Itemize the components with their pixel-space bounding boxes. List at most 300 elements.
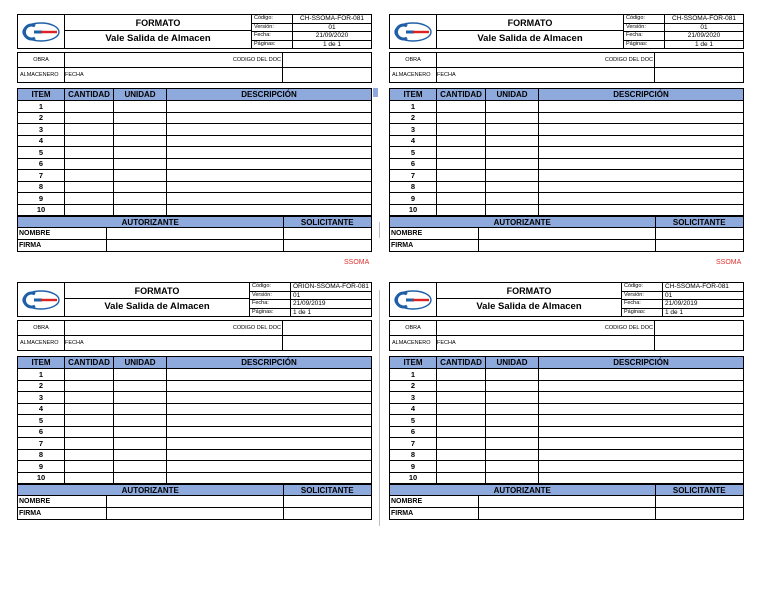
item-number: 9 [390,193,437,205]
codigo-doc-field[interactable] [283,321,372,336]
descripcion-cell[interactable] [539,449,744,461]
table-row [18,438,372,450]
table-row [390,426,744,438]
cantidad-cell[interactable] [65,147,114,159]
code-value: CH-SSOMA-FOR-081 [663,283,744,292]
unidad-cell[interactable] [486,438,539,450]
logo-cell [390,283,437,317]
table-row [18,461,372,473]
table-row [390,438,744,450]
firma-autorizante-field[interactable] [478,508,655,520]
table-row [18,449,372,461]
vertical-divider [379,290,380,526]
version-value: 01 [293,23,372,32]
nombre-solicitante-field[interactable] [655,496,744,508]
unidad-cell[interactable] [114,380,167,392]
col-cantidad-header: CANTIDAD [437,89,486,101]
cantidad-cell[interactable] [437,415,486,427]
col-descripcion-header: DESCRIPCIÓN [167,357,372,369]
almacenero-label: ALMACENERO [18,68,65,83]
codigo-doc-label: CODIGO DEL DOC [65,53,283,68]
fill-marker [373,88,378,97]
unidad-cell[interactable] [486,380,539,392]
unidad-cell[interactable] [114,124,167,136]
cantidad-cell[interactable] [437,193,486,205]
nombre-autorizante-field[interactable] [478,496,655,508]
item-number: 5 [18,415,65,427]
item-number: 1 [18,369,65,381]
firma-solicitante-field[interactable] [655,240,744,252]
version-value: 01 [663,291,744,300]
nombre-solicitante-field[interactable] [655,228,744,240]
autorizante-header: AUTORIZANTE [390,217,656,228]
unidad-cell[interactable] [114,101,167,113]
unidad-cell[interactable] [114,170,167,182]
descripcion-cell[interactable] [167,147,372,159]
item-number: 2 [390,380,437,392]
item-number: 8 [390,449,437,461]
cantidad-cell[interactable] [65,135,114,147]
version-label: Versión: [250,291,291,300]
unidad-cell[interactable] [486,112,539,124]
vale-salida-form-3 [17,282,372,520]
item-number: 7 [18,170,65,182]
item-number: 10 [18,204,65,216]
descripcion-cell[interactable] [167,392,372,404]
code-value: CH-SSOMA-FOR-081 [665,15,744,24]
logo-cell [18,283,65,317]
nombre-solicitante-field[interactable] [283,228,372,240]
descripcion-cell[interactable] [539,380,744,392]
cantidad-cell[interactable] [65,193,114,205]
table-row [390,101,744,113]
unidad-cell[interactable] [486,415,539,427]
company-logo-icon [393,289,433,311]
col-cantidad-header: CANTIDAD [437,357,486,369]
obra-label: OBRA [390,53,437,68]
cantidad-cell[interactable] [65,101,114,113]
cantidad-cell[interactable] [437,170,486,182]
col-item-header: ITEM [18,357,65,369]
version-value: 01 [291,291,372,300]
item-number: 7 [390,170,437,182]
descripcion-cell[interactable] [539,112,744,124]
cantidad-cell[interactable] [65,472,114,484]
unidad-cell[interactable] [486,135,539,147]
table-row [390,449,744,461]
descripcion-cell[interactable] [539,193,744,205]
firma-autorizante-field[interactable] [478,240,655,252]
table-row [390,415,744,427]
item-number: 4 [18,403,65,415]
col-item-header: ITEM [390,357,437,369]
document-title: Vale Salida de Almacen [105,32,211,44]
descripcion-cell[interactable] [167,472,372,484]
nombre-solicitante-field[interactable] [283,496,372,508]
descripcion-cell[interactable] [167,449,372,461]
codigo-doc-label: CODIGO DEL DOC [65,321,283,336]
cantidad-cell[interactable] [65,426,114,438]
descripcion-cell[interactable] [539,204,744,216]
cantidad-cell[interactable] [437,135,486,147]
version-label: Versión: [624,23,665,32]
table-row [390,181,744,193]
col-unidad-header: UNIDAD [486,89,539,101]
codigo-doc-field[interactable] [655,321,744,336]
form-heading: FORMATO [65,17,251,31]
cantidad-cell[interactable] [65,112,114,124]
cantidad-cell[interactable] [65,124,114,136]
item-number: 6 [18,158,65,170]
pages-label: Páginas: [622,308,663,317]
fecha-field[interactable] [655,336,744,351]
ssoma-label: SSOMA [344,259,370,266]
fecha-field[interactable] [283,336,372,351]
item-number: 1 [390,101,437,113]
unidad-cell[interactable] [114,147,167,159]
cantidad-cell[interactable] [65,170,114,182]
code-label: Código: [252,15,293,24]
descripcion-cell[interactable] [167,204,372,216]
descripcion-cell[interactable] [539,170,744,182]
unidad-cell[interactable] [114,193,167,205]
table-row [18,426,372,438]
descripcion-cell[interactable] [167,170,372,182]
cantidad-cell[interactable] [65,415,114,427]
title-cell [437,15,624,49]
item-number: 1 [18,101,65,113]
vale-salida-form-2 [389,14,744,252]
company-logo-icon [393,21,433,43]
unidad-cell[interactable] [486,147,539,159]
code-label: Código: [624,15,665,24]
col-cantidad-header: CANTIDAD [65,89,114,101]
item-number: 4 [390,135,437,147]
descripcion-cell[interactable] [539,426,744,438]
table-row [390,369,744,381]
cantidad-cell[interactable] [437,403,486,415]
cantidad-cell[interactable] [65,392,114,404]
item-number: 4 [18,135,65,147]
item-number: 8 [18,181,65,193]
vale-salida-form-1 [17,14,372,252]
descripcion-cell[interactable] [167,124,372,136]
col-item-header: ITEM [18,89,65,101]
item-number: 4 [390,403,437,415]
title-cell [437,283,622,317]
col-unidad-header: UNIDAD [114,357,167,369]
document-title: Vale Salida de Almacen [104,300,210,312]
unidad-cell[interactable] [486,392,539,404]
descripcion-cell[interactable] [167,135,372,147]
descripcion-cell[interactable] [539,369,744,381]
unidad-cell[interactable] [114,426,167,438]
table-row [390,204,744,216]
item-number: 8 [390,181,437,193]
cantidad-cell[interactable] [437,369,486,381]
code-label: Código: [250,283,291,292]
firma-label: FIRMA [390,240,479,252]
unidad-cell[interactable] [486,369,539,381]
descripcion-cell[interactable] [167,415,372,427]
table-row [18,369,372,381]
cantidad-cell[interactable] [437,380,486,392]
cantidad-cell[interactable] [437,181,486,193]
table-row [390,124,744,136]
nombre-label: NOMBRE [390,496,479,508]
title-cell [65,15,252,49]
fecha-label: FECHA [437,336,655,351]
unidad-cell[interactable] [486,101,539,113]
cantidad-cell[interactable] [437,158,486,170]
table-row [18,170,372,182]
descripcion-cell[interactable] [167,112,372,124]
table-row [18,472,372,484]
col-descripcion-header: DESCRIPCIÓN [539,89,744,101]
col-descripcion-header: DESCRIPCIÓN [167,89,372,101]
pages-label: Páginas: [624,40,665,49]
item-number: 6 [390,158,437,170]
col-descripcion-header: DESCRIPCIÓN [539,357,744,369]
descripcion-cell[interactable] [539,392,744,404]
unidad-cell[interactable] [486,170,539,182]
autorizante-header: AUTORIZANTE [18,217,284,228]
col-cantidad-header: CANTIDAD [65,357,114,369]
table-row [390,392,744,404]
unidad-cell[interactable] [486,181,539,193]
cantidad-cell[interactable] [65,403,114,415]
solicitante-header: SOLICITANTE [283,217,372,228]
cantidad-cell[interactable] [65,181,114,193]
descripcion-cell[interactable] [167,380,372,392]
nombre-autorizante-field[interactable] [106,228,283,240]
item-number: 3 [390,124,437,136]
title-cell [65,283,250,317]
descripcion-cell[interactable] [539,135,744,147]
unidad-cell[interactable] [486,461,539,473]
version-label: Versión: [622,291,663,300]
unidad-cell[interactable] [114,472,167,484]
firma-solicitante-field[interactable] [655,508,744,520]
cantidad-cell[interactable] [437,112,486,124]
item-number: 9 [18,193,65,205]
firma-label: FIRMA [390,508,479,520]
pages-label: Páginas: [250,308,291,317]
solicitante-header: SOLICITANTE [283,485,372,496]
cantidad-cell[interactable] [65,461,114,473]
obra-label: OBRA [18,53,65,68]
almacenero-label: ALMACENERO [18,336,65,351]
unidad-cell[interactable] [486,403,539,415]
unidad-cell[interactable] [114,369,167,381]
date-value: 21/09/2019 [663,300,744,309]
descripcion-cell[interactable] [167,369,372,381]
descripcion-cell[interactable] [167,438,372,450]
autorizante-header: AUTORIZANTE [390,485,656,496]
nombre-autorizante-field[interactable] [106,496,283,508]
cantidad-cell[interactable] [65,438,114,450]
code-value: CH-SSOMA-FOR-081 [293,15,372,24]
descripcion-cell[interactable] [539,415,744,427]
col-item-header: ITEM [390,89,437,101]
unidad-cell[interactable] [486,426,539,438]
cantidad-cell[interactable] [65,204,114,216]
item-number: 5 [18,147,65,159]
item-number: 2 [18,112,65,124]
cantidad-cell[interactable] [437,472,486,484]
table-row [18,204,372,216]
table-row [390,135,744,147]
solicitante-header: SOLICITANTE [655,217,744,228]
table-row [390,170,744,182]
unidad-cell[interactable] [486,449,539,461]
unidad-cell[interactable] [114,403,167,415]
item-number: 5 [390,415,437,427]
descripcion-cell[interactable] [167,101,372,113]
unidad-cell[interactable] [486,204,539,216]
fecha-field[interactable] [283,68,372,83]
unidad-cell[interactable] [486,472,539,484]
item-number: 7 [18,438,65,450]
col-unidad-header: UNIDAD [486,357,539,369]
cantidad-cell[interactable] [437,392,486,404]
item-number: 10 [390,204,437,216]
item-number: 9 [18,461,65,473]
code-value: ORION-SSOMA-FOR-081 [291,283,372,292]
col-unidad-header: UNIDAD [114,89,167,101]
descripcion-cell[interactable] [167,158,372,170]
cantidad-cell[interactable] [437,101,486,113]
item-number: 3 [390,392,437,404]
almacenero-label: ALMACENERO [390,336,437,351]
cantidad-cell[interactable] [65,158,114,170]
cantidad-cell[interactable] [437,449,486,461]
cantidad-cell[interactable] [437,426,486,438]
unidad-cell[interactable] [114,461,167,473]
item-number: 7 [390,438,437,450]
cantidad-cell[interactable] [437,204,486,216]
unidad-cell[interactable] [114,112,167,124]
vale-salida-form-4 [389,282,744,520]
unidad-cell[interactable] [114,181,167,193]
descripcion-cell[interactable] [539,472,744,484]
nombre-label: NOMBRE [18,228,107,240]
cantidad-cell[interactable] [65,449,114,461]
descripcion-cell[interactable] [167,461,372,473]
descripcion-cell[interactable] [539,461,744,473]
pages-value: 1 de 1 [291,308,372,317]
descripcion-cell[interactable] [167,181,372,193]
descripcion-cell[interactable] [167,193,372,205]
cantidad-cell[interactable] [437,124,486,136]
table-row [390,158,744,170]
unidad-cell[interactable] [114,204,167,216]
descripcion-cell[interactable] [167,426,372,438]
codigo-doc-field[interactable] [283,53,372,68]
unidad-cell[interactable] [486,193,539,205]
almacenero-label: ALMACENERO [390,68,437,83]
unidad-cell[interactable] [114,135,167,147]
cantidad-cell[interactable] [437,461,486,473]
unidad-cell[interactable] [114,438,167,450]
fecha-field[interactable] [655,68,744,83]
firma-autorizante-field[interactable] [106,508,283,520]
ssoma-label: SSOMA [716,259,742,266]
descripcion-cell[interactable] [539,101,744,113]
codigo-doc-field[interactable] [655,53,744,68]
table-row [18,112,372,124]
date-label: Fecha: [622,300,663,309]
descripcion-cell[interactable] [539,403,744,415]
table-row [390,461,744,473]
cantidad-cell[interactable] [65,369,114,381]
descripcion-cell[interactable] [539,147,744,159]
firma-autorizante-field[interactable] [106,240,283,252]
table-row [390,380,744,392]
cantidad-cell[interactable] [65,380,114,392]
firma-solicitante-field[interactable] [283,240,372,252]
table-row [390,112,744,124]
descripcion-cell[interactable] [539,181,744,193]
firma-solicitante-field[interactable] [283,508,372,520]
unidad-cell[interactable] [114,415,167,427]
date-label: Fecha: [252,32,293,41]
firma-label: FIRMA [18,240,107,252]
table-row [18,415,372,427]
descripcion-cell[interactable] [539,158,744,170]
date-label: Fecha: [250,300,291,309]
table-row [18,135,372,147]
table-row [390,193,744,205]
item-number: 2 [390,112,437,124]
table-row [18,181,372,193]
fecha-label: FECHA [65,336,283,351]
nombre-label: NOMBRE [18,496,107,508]
cantidad-cell[interactable] [437,438,486,450]
nombre-autorizante-field[interactable] [478,228,655,240]
solicitante-header: SOLICITANTE [655,485,744,496]
date-label: Fecha: [624,32,665,41]
item-number: 9 [390,461,437,473]
version-label: Versión: [252,23,293,32]
obra-label: OBRA [18,321,65,336]
item-number: 3 [18,124,65,136]
unidad-cell[interactable] [486,124,539,136]
table-row [18,193,372,205]
unidad-cell[interactable] [486,158,539,170]
descripcion-cell[interactable] [539,124,744,136]
table-row [18,124,372,136]
company-logo-icon [21,21,61,43]
item-number: 10 [18,472,65,484]
pages-label: Páginas: [252,40,293,49]
date-value: 21/09/2020 [665,32,744,41]
cantidad-cell[interactable] [437,147,486,159]
logo-cell [18,15,65,49]
date-value: 21/09/2019 [291,300,372,309]
pages-value: 1 de 1 [665,40,744,49]
unidad-cell[interactable] [114,158,167,170]
item-number: 6 [18,426,65,438]
code-label: Código: [622,283,663,292]
unidad-cell[interactable] [114,392,167,404]
unidad-cell[interactable] [114,449,167,461]
form-heading: FORMATO [65,285,249,299]
logo-cell [390,15,437,49]
descripcion-cell[interactable] [539,438,744,450]
descripcion-cell[interactable] [167,403,372,415]
company-logo-icon [21,289,61,311]
